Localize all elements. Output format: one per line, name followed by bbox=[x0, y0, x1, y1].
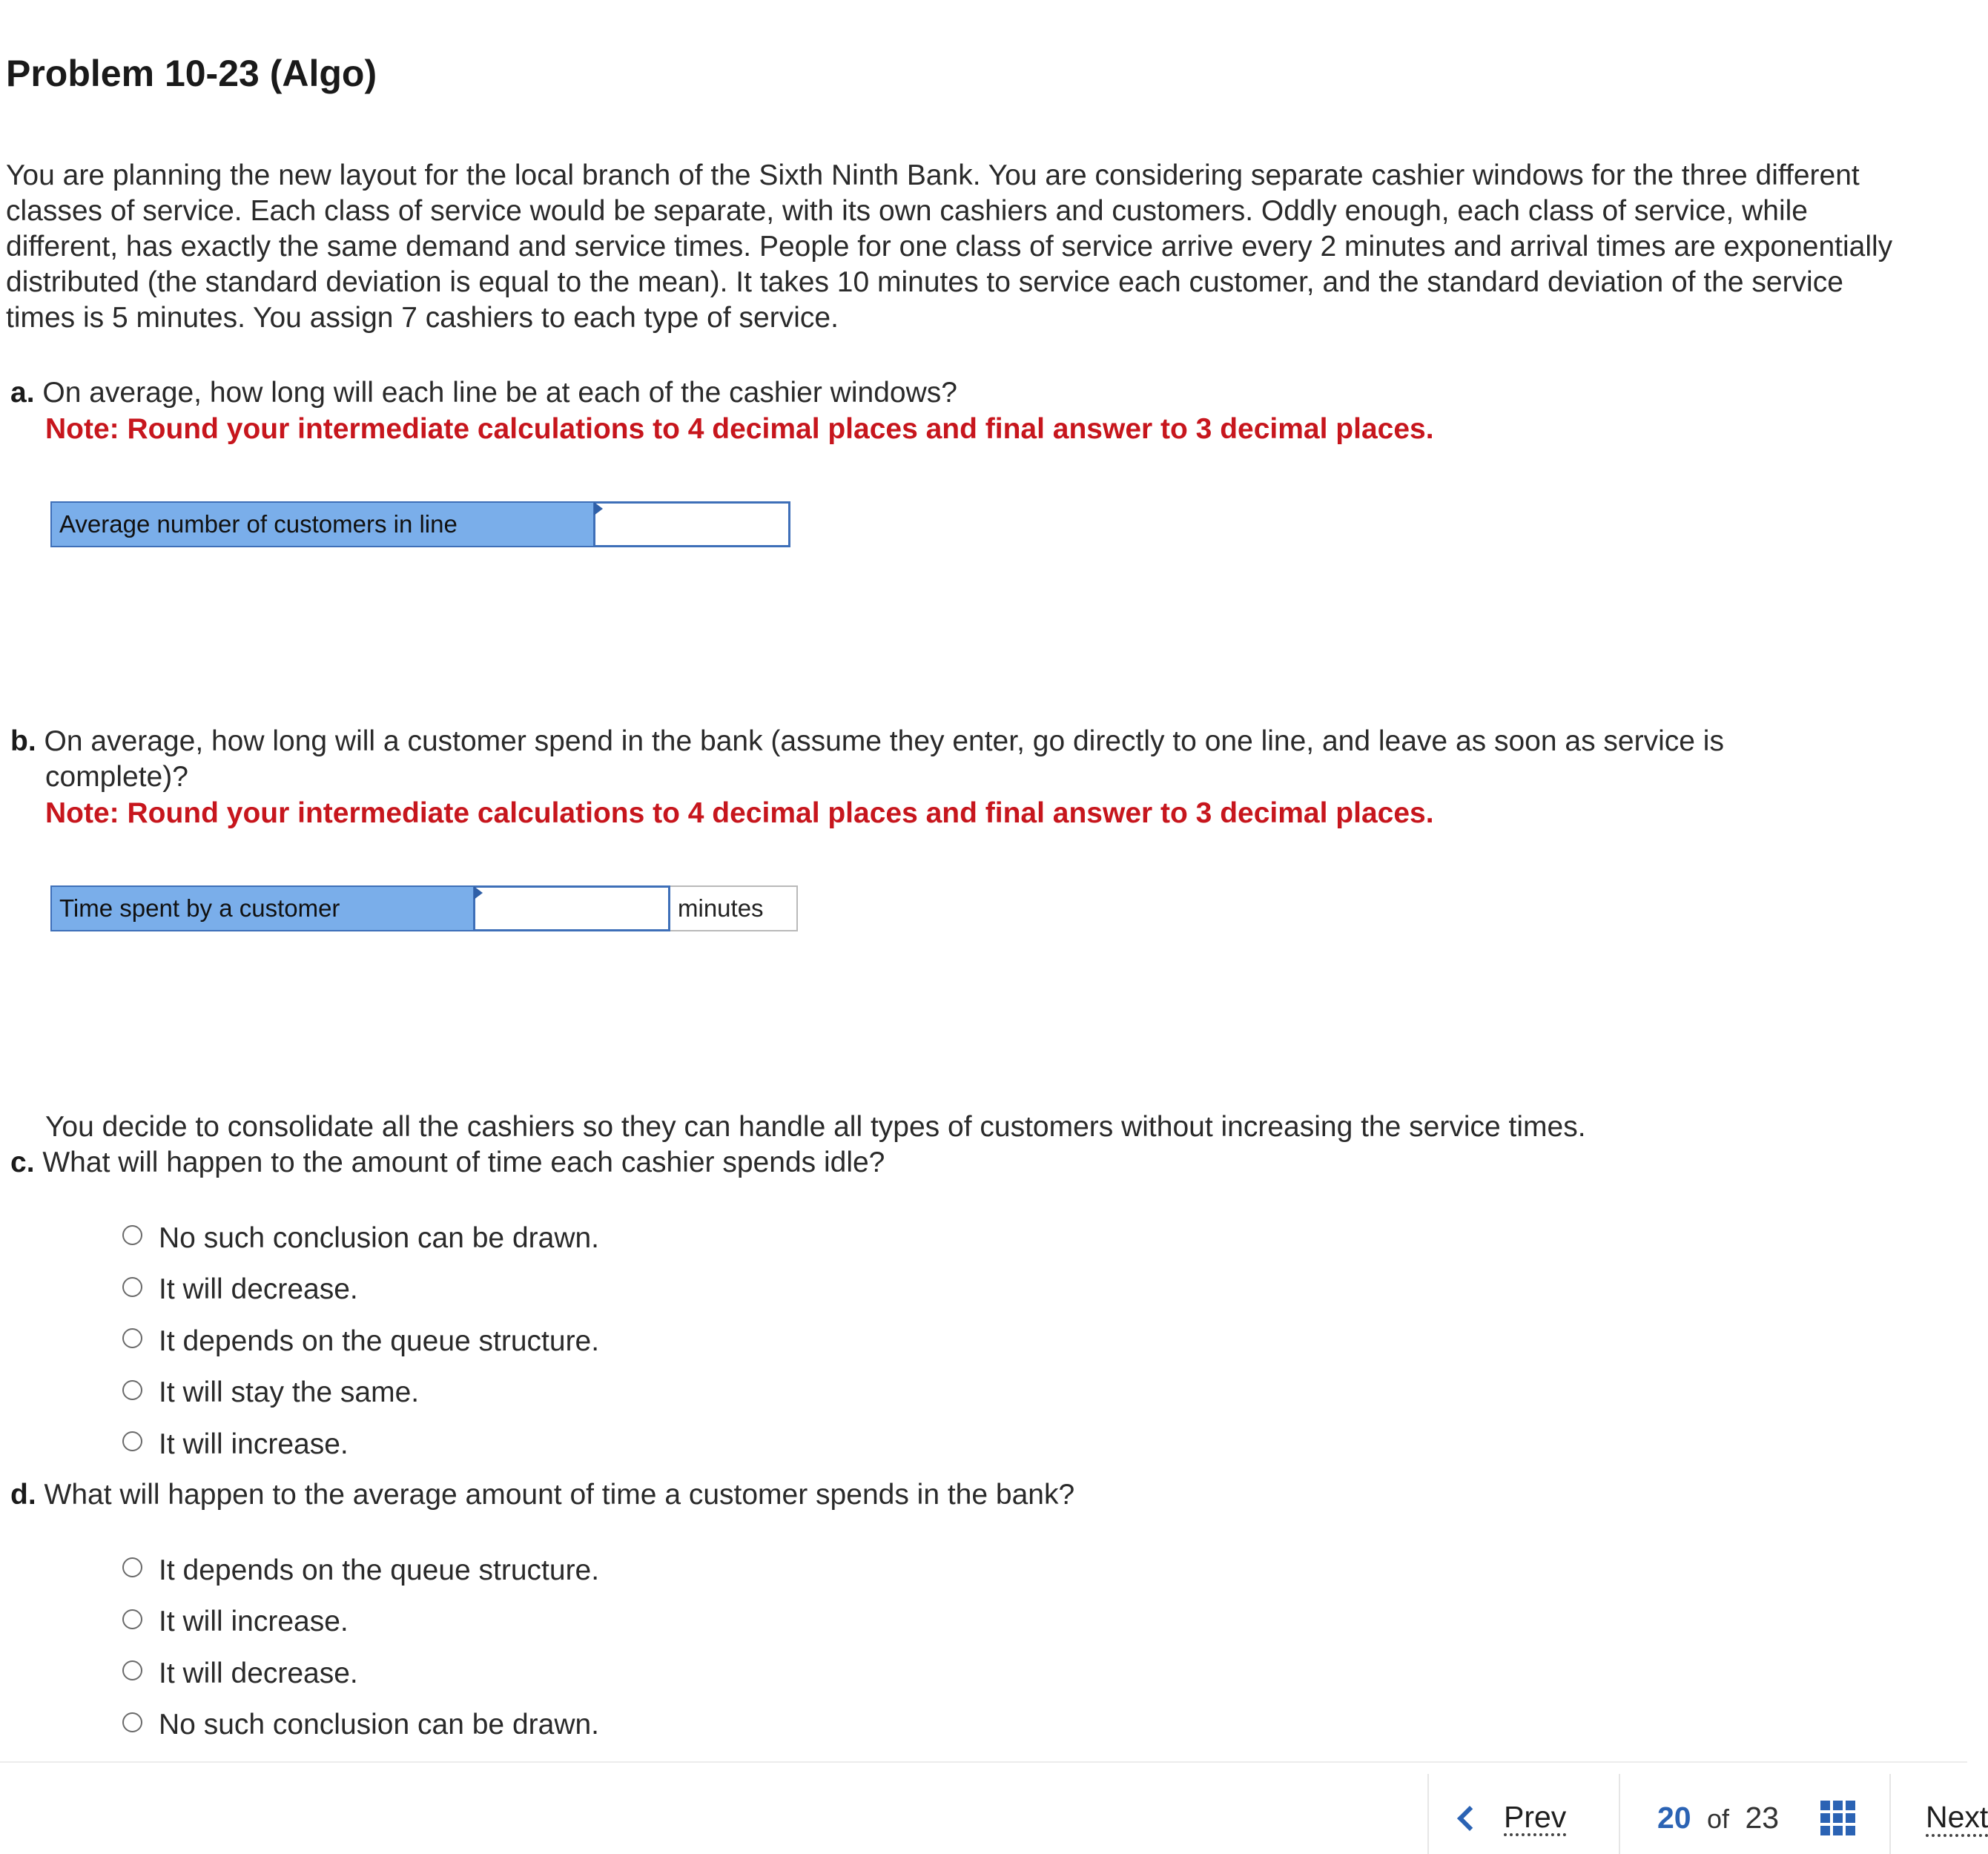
avg-customers-input[interactable] bbox=[595, 504, 788, 545]
answer-row-a bbox=[50, 501, 790, 547]
question-c-letter: c. bbox=[10, 1147, 35, 1178]
nav-divider bbox=[1619, 1774, 1620, 1854]
question-a bbox=[10, 375, 957, 411]
option-c-3[interactable] bbox=[122, 1316, 599, 1368]
question-b-continued: complete)? bbox=[45, 761, 188, 793]
answer-input-b-wrapper bbox=[473, 885, 670, 931]
current-page: 20 bbox=[1657, 1801, 1691, 1835]
note-a: Note: Round your intermediate calculations to 4 decimal places and final answer to 3 decimal places. bbox=[45, 413, 1434, 445]
radio-button[interactable] bbox=[122, 1712, 142, 1732]
grid-icon[interactable] bbox=[1820, 1801, 1856, 1836]
chevron-left-icon bbox=[1457, 1806, 1482, 1831]
answer-label-a: Average number of customers in line bbox=[50, 501, 595, 547]
answer-input-a-wrapper bbox=[593, 501, 790, 547]
prev-label: Prev bbox=[1504, 1801, 1566, 1836]
answer-row-b bbox=[50, 885, 798, 931]
option-label: It will stay the same. bbox=[159, 1376, 420, 1409]
question-a-letter: a. bbox=[10, 377, 35, 409]
option-d-2[interactable] bbox=[122, 1597, 599, 1649]
option-label: No such conclusion can be drawn. bbox=[159, 1221, 600, 1254]
answer-label-b: Time spent by a customer bbox=[50, 885, 475, 931]
next-button[interactable] bbox=[1926, 1800, 1988, 1834]
prev-button[interactable] bbox=[1461, 1801, 1566, 1836]
page-counter bbox=[1657, 1801, 1779, 1835]
option-label: It depends on the queue structure. bbox=[159, 1554, 600, 1586]
consolidation-text: You decide to consolidate all the cashiers so they can handle all types of customers without increasing the service times. bbox=[45, 1111, 1586, 1143]
option-label: It will decrease. bbox=[159, 1657, 358, 1689]
options-d bbox=[122, 1545, 599, 1751]
option-c-5[interactable] bbox=[122, 1419, 599, 1471]
radio-button[interactable] bbox=[122, 1557, 142, 1577]
option-c-1[interactable] bbox=[122, 1213, 599, 1264]
page-of-label: of bbox=[1707, 1804, 1730, 1834]
flag-icon bbox=[594, 502, 603, 515]
option-label: It will increase. bbox=[159, 1606, 349, 1638]
question-b-letter: b. bbox=[10, 725, 36, 757]
radio-button[interactable] bbox=[122, 1380, 142, 1400]
option-label: It will increase. bbox=[159, 1428, 349, 1460]
question-d-text: What will happen to the average amount of time a customer spends in the bank? bbox=[44, 1479, 1075, 1511]
question-c-text: What will happen to the amount of time each cashier spends idle? bbox=[42, 1147, 885, 1178]
page-title: Problem 10-23 (Algo) bbox=[6, 53, 377, 94]
radio-button[interactable] bbox=[122, 1277, 142, 1297]
note-b: Note: Round your intermediate calculations to 4 decimal places and final answer to 3 decimal places. bbox=[45, 797, 1434, 829]
time-spent-input[interactable] bbox=[475, 888, 668, 929]
option-d-3[interactable] bbox=[122, 1648, 599, 1700]
total-pages: 23 bbox=[1745, 1801, 1780, 1835]
flag-icon bbox=[474, 886, 483, 900]
option-d-4[interactable] bbox=[122, 1700, 599, 1752]
question-d bbox=[10, 1477, 1074, 1513]
option-label: No such conclusion can be drawn. bbox=[159, 1709, 600, 1741]
next-label: Next bbox=[1926, 1800, 1988, 1837]
nav-divider bbox=[1427, 1774, 1429, 1854]
option-c-4[interactable] bbox=[122, 1368, 599, 1419]
nav-divider bbox=[1889, 1774, 1891, 1854]
question-a-text: On average, how long will each line be at each of the cashier windows? bbox=[42, 377, 957, 409]
option-label: It depends on the queue structure. bbox=[159, 1324, 600, 1357]
options-c bbox=[122, 1213, 599, 1471]
radio-button[interactable] bbox=[122, 1431, 142, 1451]
option-c-2[interactable] bbox=[122, 1264, 599, 1316]
question-b-text: On average, how long will a customer spend in the bank (assume they enter, go directly to one line, and leave as soon as service is bbox=[44, 725, 1724, 757]
option-label: It will decrease. bbox=[159, 1273, 358, 1306]
problem-description: You are planning the new layout for the local branch of the Sixth Ninth Bank. You are considering separate cashier windows for the three different classes of service. Each class of service would be separate, with its own cashiers and customers. Oddly enough, each class of service, while different, has exactly the same demand and service times. People for one class of service arrive every 2 minutes and arrival times are exponentially distributed (the standard deviation is equal to the mean). It takes 10 minutes to service each customer, and the standard deviation of the service times is 5 minutes. You assign 7 cashiers to each type of service. bbox=[6, 159, 1893, 334]
question-c bbox=[10, 1145, 885, 1181]
radio-button[interactable] bbox=[122, 1328, 142, 1348]
radio-button[interactable] bbox=[122, 1609, 142, 1629]
question-d-letter: d. bbox=[10, 1479, 36, 1511]
radio-button[interactable] bbox=[122, 1225, 142, 1245]
option-d-1[interactable] bbox=[122, 1545, 599, 1597]
radio-button[interactable] bbox=[122, 1660, 142, 1680]
question-b bbox=[10, 724, 1724, 759]
unit-label: minutes bbox=[670, 885, 798, 931]
